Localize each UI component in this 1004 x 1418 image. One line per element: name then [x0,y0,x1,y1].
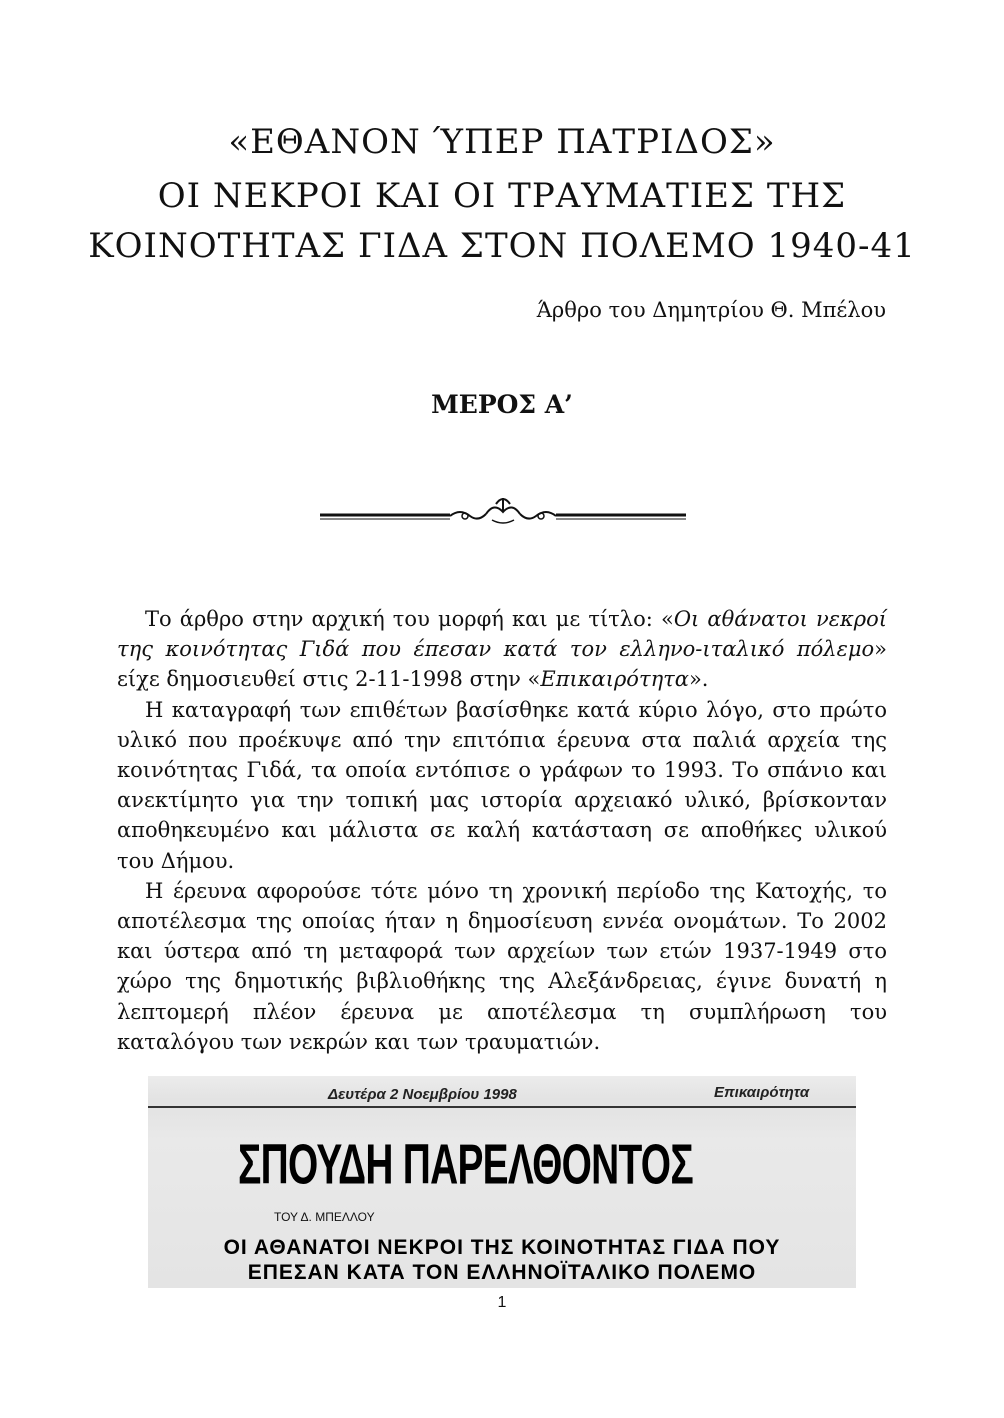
clipping-byline: ΤΟΥ Δ. ΜΠΕΛΛΟΥ [274,1210,375,1224]
clipping-newspaper: Επικαιρότητα [714,1084,810,1101]
paragraph-2: Η καταγραφή των επιθέτων βασίσθηκε κατά κύριο λόγο, στο πρώτο υλικό που προέκυψε από την επιτόπια έρευνα στα παλιά αρχεία της κοινότητας Γιδά, τα οποία εντόπισε ο γράφων το 1993. Το σπάνιο και ανεκτίμητο για την τοπική μας ιστορία αρχειακό υλικό, βρίσκονταν αποθηκευμένο και μάλιστα σε καλή κατάσταση σε αποθήκες υλικού του Δήμου. [117,697,887,873]
paragraph-3: Η έρευνα αφορούσε τότε μόνο τη χρονική περίοδο της Κατοχής, το αποτέλεσμα της οποίας ήταν η δημοσίευση εννέα ονομάτων. Το 2002 και ύστερα από τη μεταφορά των αρχείων των ετών 1937-1949 στο χώρο της δημοτικής βιβλιοθήκης της Αλεξάνδρειας, έγινε δυνατή η λεπτομερή πλέον έρευνα με αποτέλεσμα τη συμπλήρωση του καταλόγου των νεκρών και των τραυματιών. [117,878,887,1054]
original-article-title: Οι αθάνατοι νεκροί της κοινότητας Γιδά που έπεσαν κατά τον ελληνο-ιταλικό πόλεμο [117,607,887,662]
clipping-rule [148,1106,856,1108]
part-heading: ΜΕΡΟΣ Α’ [431,390,573,419]
article-body [117,604,887,1057]
paragraph-1 [117,604,887,695]
page-number: 1 [497,1294,507,1311]
author-line: Άρθρο του Δημητρίου Θ. Μπέλου [536,298,886,322]
p1-text-c: ». [688,667,709,692]
clipping-headline: ΣΠΟΥΔΗ ΠΑΡΕΛΘΟΝΤΟΣ [238,1133,693,1197]
title-line-3: ΚΟΙΝΟΤΗΤΑΣ ΓΙΔΑ ΣΤΟΝ ΠΟΛΕΜΟ 1940-41 [88,226,916,266]
title-line-2: ΟΙ ΝΕΚΡΟΙ ΚΑΙ ΟΙ ΤΡΑΥΜΑΤΙΕΣ ΤΗΣ [157,176,847,216]
p1-text-b: » είχε δημοσιευθεί στις 2-11-1998 στην « [117,637,887,692]
clipping-subheading-2: ΕΠΕΣΑΝ ΚΑΤΑ ΤΟΝ ΕΛΛΗΝΟΪΤΑΛΙΚΟ ΠΟΛΕΜΟ [247,1261,757,1284]
clipping-date: Δευτέρα 2 Νοεμβρίου 1998 [328,1086,517,1103]
title-line-1: «ΕΘΑΝΟΝ ΎΠΕΡ ΠΑΤΡΙΔΟΣ» [228,122,776,162]
newspaper-name: Επικαιρότητα [540,667,689,692]
ornament-divider-icon [320,492,686,536]
newspaper-clipping [148,1076,856,1288]
clipping-subheading-1: ΟΙ ΑΘΑΝΑΤΟΙ ΝΕΚΡΟΙ ΤΗΣ ΚΟΙΝΟΤΗΤΑΣ ΓΙΔΑ ΠΟΥ [223,1236,781,1259]
p1-text-a: Το άρθρο στην αρχική του μορφή και με τίτλο: « [145,607,674,631]
